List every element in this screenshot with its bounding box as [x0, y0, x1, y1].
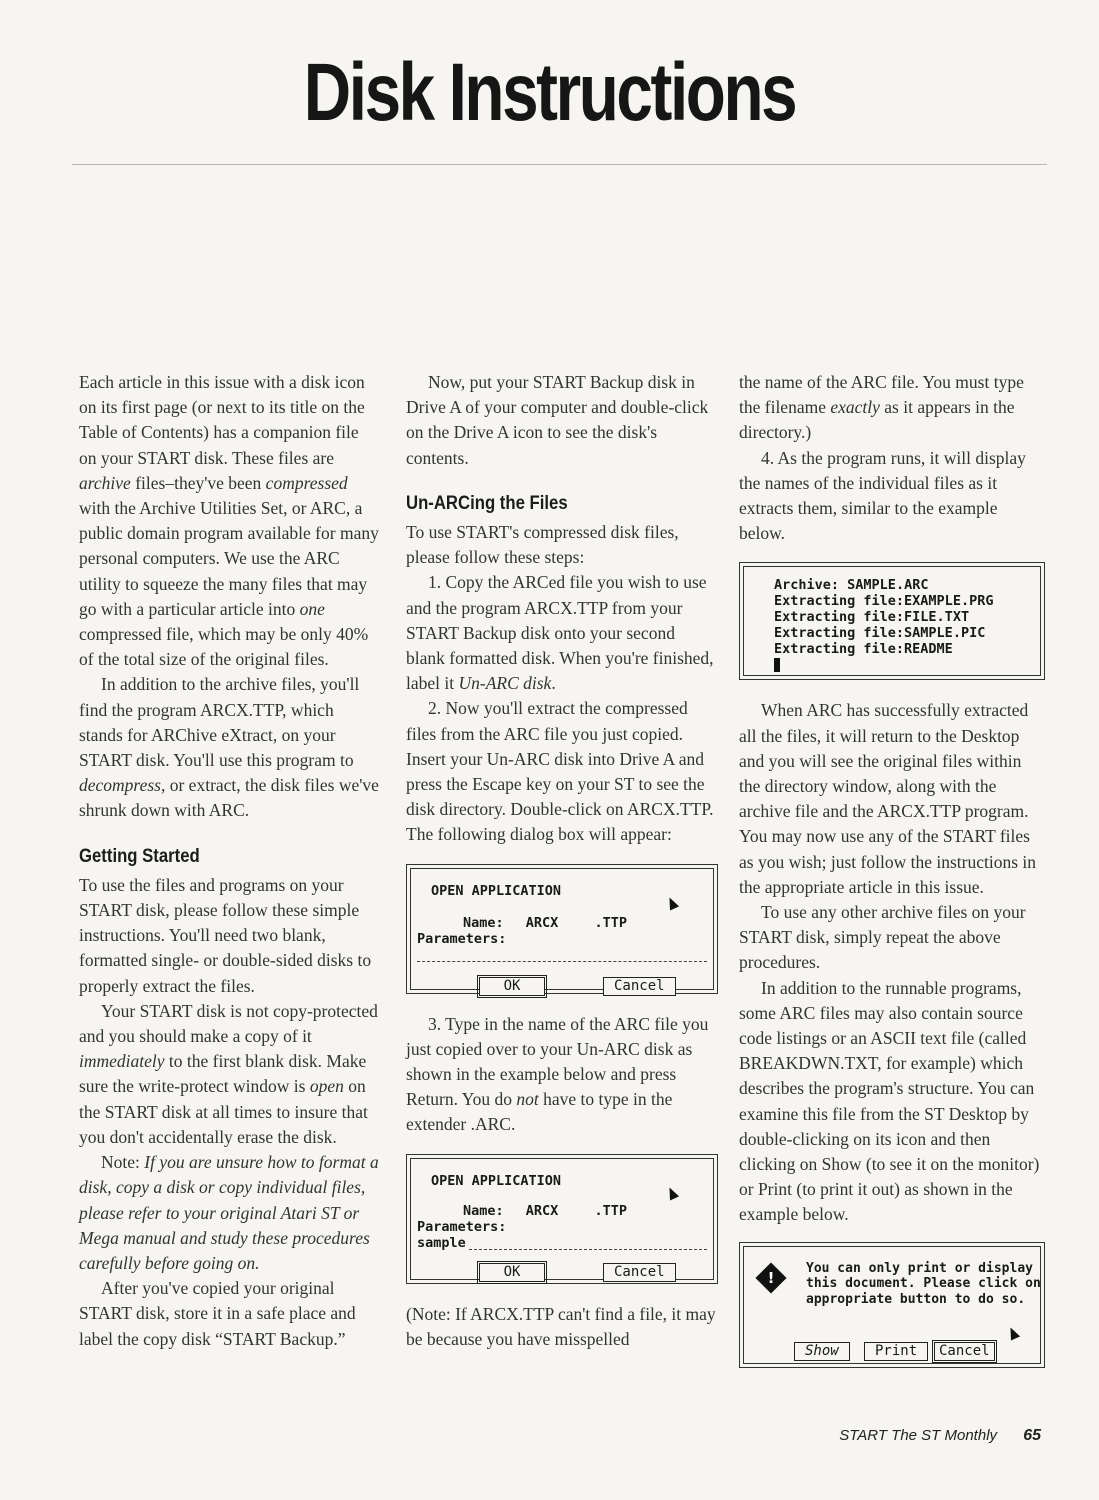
paragraph: After you've copied your original START disk, store it in a safe place and label the copy disk “START Backup.”: [79, 1278, 356, 1349]
column-2: [406, 370, 718, 1352]
magazine-name: START The ST Monthly: [839, 1427, 998, 1444]
parameters-field[interactable]: sample: [417, 1234, 466, 1251]
paragraph: the name of the ARC file. You must type the filename exactly as it appears in the directory.): [739, 372, 1024, 443]
dialog-heading: OPEN APPLICATION: [431, 882, 562, 899]
paragraph: 3. Type in the name of the ARC file you just copied over to your Un-ARC disk as shown in the example below and press Return. You do not have to type in the extender .ARC.: [406, 1013, 709, 1135]
ok-button[interactable]: OK: [479, 1263, 545, 1282]
paragraph: To use any other archive files on your START disk, simply repeat the above procedures.: [739, 902, 1026, 973]
paragraph: Your START disk is not copy-protected and you should make a copy of it immediately to the first blank disk. Make sure the write-protect window is open on the START disk at all times to insure that you don't accidentally erase the disk.: [79, 1000, 378, 1147]
page-number: 65: [1023, 1427, 1041, 1444]
dialog-body: [410, 868, 714, 994]
paragraph: To use the files and programs on your START disk, please follow these simple instructions. You'll need two blank, formatted single- or double-sided disks to properly extract the files.: [79, 874, 372, 996]
parameters-label: Parameters:: [417, 1218, 507, 1235]
open-application-dialog-filled: [406, 1154, 718, 1284]
paragraph: (Note: If ARCX.TTP can't find a file, it may be because you have misspelled: [406, 1303, 716, 1349]
show-button[interactable]: Show: [794, 1342, 850, 1361]
cancel-button[interactable]: Cancel: [934, 1342, 995, 1361]
parameters-label: Parameters:: [417, 930, 507, 947]
paragraph: To use START's compressed disk files, please follow these steps:: [406, 522, 679, 568]
name-field[interactable]: ARCX: [525, 914, 559, 931]
print-button[interactable]: Print: [864, 1342, 928, 1361]
section-heading-getting-started: Getting Started: [79, 845, 200, 867]
parameters-underline: [469, 1249, 707, 1250]
name-label: Name:: [463, 1202, 504, 1219]
extension-label: .TTP: [594, 914, 627, 931]
terminal-body: [743, 566, 1041, 676]
extract-line: Extracting file:SAMPLE.PIC: [774, 625, 986, 642]
column-1: [79, 370, 379, 1352]
section-heading-unarc: Un-ARCing the Files: [406, 492, 568, 514]
paragraph: Each article in this issue with a disk icon on its first page (or next to its title on the Table of Contents) has a companion file on your START disk. These files are archive files–they've been compressed with the Archive Utilities Set, or ARC, a public domain program available for many personal computers. We use the ARC utility to squeeze the many files that may go with a particular article into one compressed file, which may be only 40% of the total size of the original files.: [79, 372, 379, 670]
paragraph: In addition to the runnable programs, some ARC files may also contain source code listings or an ASCII text file (called BREAKDWN.TXT, for example) which describes the program's structure. You can examine this file from the ST Desktop by double-clicking on its icon and then clicking on Show (to see it on the monitor) or Print (to print it out) as shown in the example below.: [739, 977, 1040, 1225]
paragraph: When ARC has successfully extracted all the files, it will return to the Desktop and you will see the original files within the directory window, along with the archive file and the ARCX.TTP program. You may now use any of the START files as you wish; just follow the instructions in the appropriate article in this issue.: [739, 700, 1037, 897]
paragraph: 4. As the program runs, it will display the names of the individual files as it extracts them, similar to the example below.: [739, 447, 1026, 544]
ok-button[interactable]: OK: [479, 977, 545, 996]
dialog-body: [410, 1158, 714, 1280]
open-application-dialog: [406, 864, 718, 994]
show-print-alert: [739, 1242, 1045, 1368]
paragraph: 1. Copy the ARCed file you wish to use and the program ARCX.TTP from your START Backup disk onto your second blank formatted disk. When you're finished, label it Un-ARC disk.: [406, 572, 714, 694]
paragraph: Now, put your START Backup disk in Drive A of your computer and double-click on the Drive A icon to see the disk's contents.: [406, 372, 709, 468]
cancel-button[interactable]: Cancel: [603, 1263, 676, 1282]
dialog-heading: OPEN APPLICATION: [431, 1172, 562, 1189]
extension-label: .TTP: [594, 1202, 627, 1219]
paragraph: 2. Now you'll extract the compressed files from the ARC file you just copied. Insert your Un-ARC disk into Drive A and press the Escape key on your ST to see the disk directory. Double-click on ARCX.TTP. The following dialog box will appear:: [406, 698, 714, 845]
note-paragraph: Note: If you are unsure how to format a disk, copy a disk or copy individual files, please refer to your original Atari ST or Mega manual and study these procedures carefully before going on.: [79, 1152, 379, 1273]
extraction-output-window: [739, 562, 1045, 680]
paragraph: In addition to the archive files, you'll find the program ARCX.TTP, which stands for ARChive eXtract, on your START disk. You'll use this program to decompress, or extract, the disk files we've shrunk down with ARC.: [79, 674, 379, 821]
column-3: [739, 370, 1045, 1386]
archive-line: Archive: SAMPLE.ARC: [774, 577, 929, 594]
text-cursor: [774, 657, 1040, 673]
extract-line: Extracting file:FILE.TXT: [774, 609, 970, 626]
alert-icon: !: [755, 1262, 786, 1293]
extract-line: Extracting file:EXAMPLE.PRG: [774, 593, 994, 610]
mouse-pointer-icon: [665, 895, 679, 910]
page-title: Disk Instructions: [303, 47, 796, 138]
name-label: Name:: [463, 914, 504, 931]
name-row: [463, 915, 627, 931]
alert-message: You can only print or display this document. Please click on appropriate button to do so.: [806, 1260, 1041, 1307]
alert-body: [743, 1246, 1041, 1364]
cancel-button[interactable]: Cancel: [603, 977, 676, 996]
name-row: [463, 1203, 627, 1219]
page-footer: [839, 1427, 1041, 1445]
name-field[interactable]: ARCX: [525, 1202, 559, 1219]
extract-line: Extracting file:README: [774, 641, 953, 658]
mouse-pointer-icon: [665, 1185, 679, 1200]
title-rule: [72, 164, 1047, 165]
mouse-pointer-icon: [1006, 1325, 1020, 1340]
parameters-underline: [417, 961, 707, 962]
